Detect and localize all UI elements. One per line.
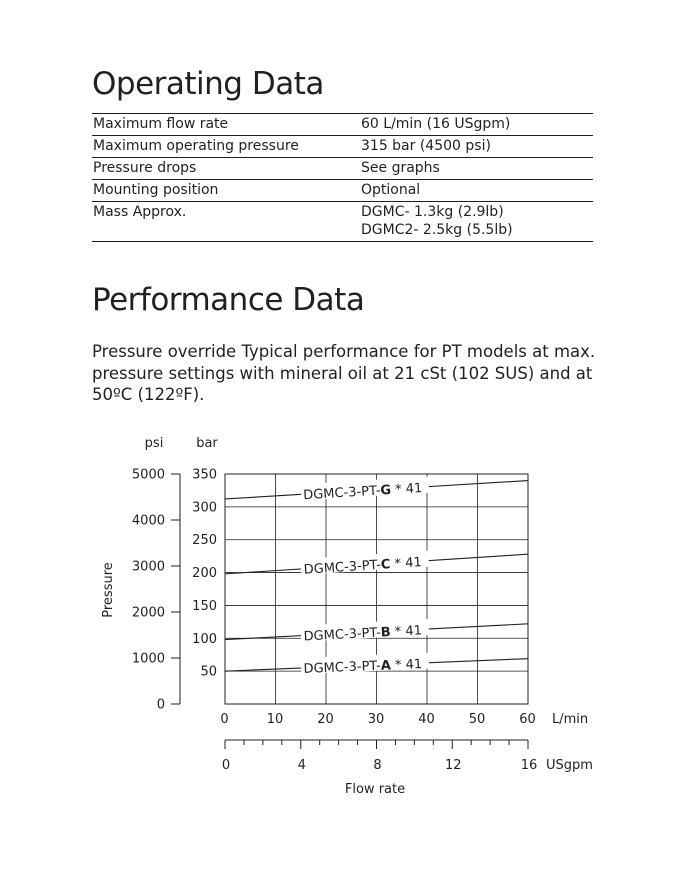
lmin-tick-label: 50 xyxy=(468,712,486,727)
usgpm-tick-label: 0 xyxy=(221,758,231,773)
usgpm-unit-label: USgpm xyxy=(546,758,593,773)
usgpm-tick-label: 8 xyxy=(373,758,382,773)
bar-tick-label: 150 xyxy=(192,598,217,614)
spec-value: 315 bar (4500 psi) xyxy=(361,138,491,154)
lmin-tick-label: 10 xyxy=(266,712,284,727)
bar-tick-label: 350 xyxy=(192,467,217,483)
lmin-unit-label: L/min xyxy=(552,712,589,727)
y-axis-title: Pressure xyxy=(101,562,116,618)
lmin-tick-label: 20 xyxy=(317,712,334,727)
series-label-suffix: * 41 xyxy=(390,480,423,498)
usgpm-tick-label: 12 xyxy=(444,758,462,773)
spec-value: Optional xyxy=(361,182,421,198)
series-label-suffix: * 41 xyxy=(390,623,423,640)
series-label-code: B xyxy=(380,624,392,641)
series-label-prefix: DGMC-3-PT- xyxy=(303,625,382,645)
bar-tick-label: 250 xyxy=(192,533,217,549)
performance-intro-text: Pressure override Typical performance for PT models at max. pressure settings with mineral oil at 21 cSt (102 SUS) and at 50ºC (122ºF). xyxy=(92,342,596,404)
bar-unit-label: bar xyxy=(196,436,218,451)
usgpm-tick-label: 4 xyxy=(297,758,306,773)
bar-tick-label: 200 xyxy=(192,566,217,582)
bar-tick-label: 50 xyxy=(200,664,217,680)
spec-label: Mounting position xyxy=(93,182,219,198)
psi-tick-label: 1000 xyxy=(131,651,165,667)
spec-label: Maximum operating pressure xyxy=(93,138,299,154)
series-label-code: G xyxy=(379,482,392,499)
spec-value-secondary: DGMC2- 2.5kg (5.5lb) xyxy=(361,222,513,238)
psi-tick-label: 3000 xyxy=(131,559,165,575)
operating-data-title: Operating Data xyxy=(92,66,324,102)
spec-value: 60 L/min (16 USgpm) xyxy=(361,116,511,132)
bar-tick-label: 300 xyxy=(192,500,217,516)
lmin-tick-label: 0 xyxy=(220,712,229,727)
psi-tick-label: 5000 xyxy=(131,467,165,483)
psi-tick-label: 0 xyxy=(156,697,165,713)
psi-tick-label: 4000 xyxy=(131,513,165,529)
usgpm-tick-label: 16 xyxy=(520,758,538,773)
series-label-code: C xyxy=(380,557,391,573)
spec-label: Mass Approx. xyxy=(93,204,187,220)
chart-tick-labels xyxy=(132,468,537,774)
x-axis-title: Flow rate xyxy=(344,782,406,797)
spec-value: See graphs xyxy=(361,160,440,176)
bar-tick-label: 100 xyxy=(192,631,217,647)
spec-label: Maximum flow rate xyxy=(93,116,229,132)
series-label-suffix: * 41 xyxy=(390,555,423,573)
spec-label: Pressure drops xyxy=(93,160,197,176)
lmin-tick-label: 60 xyxy=(519,712,536,727)
series-label-prefix: DGMC-3-PT- xyxy=(303,658,382,677)
psi-unit-label: psi xyxy=(144,436,164,451)
lmin-tick-label: 40 xyxy=(418,712,435,727)
series-label-prefix: DGMC-3-PT- xyxy=(302,483,381,504)
series-label-prefix: DGMC-3-PT- xyxy=(303,557,382,578)
spec-value: DGMC- 1.3kg (2.9lb) xyxy=(361,204,504,220)
psi-tick-label: 2000 xyxy=(131,605,165,621)
series-label-suffix: * 41 xyxy=(390,657,423,674)
lmin-tick-label: 30 xyxy=(367,712,385,727)
performance-data-title: Performance Data xyxy=(92,282,365,318)
series-label-code: A xyxy=(380,658,392,674)
